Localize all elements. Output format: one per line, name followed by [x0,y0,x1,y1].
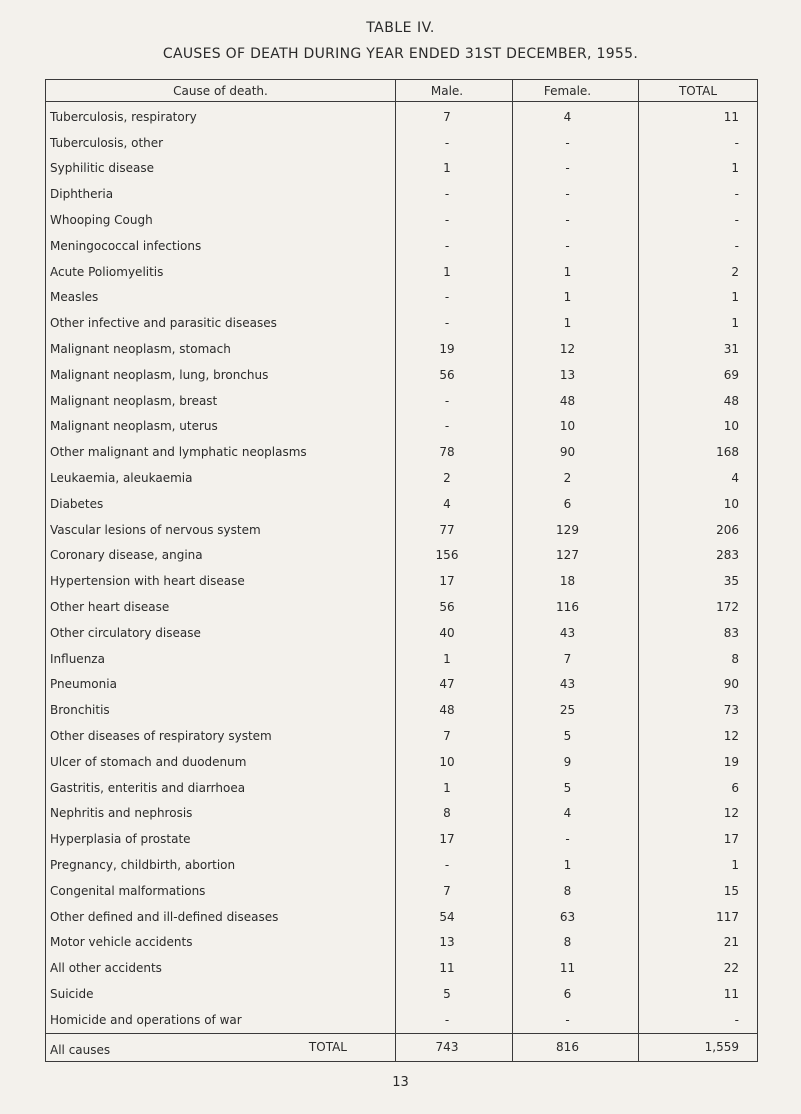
female-cell: 1 [513,285,639,311]
male-cell: 17 [396,826,513,852]
table-row [46,646,758,672]
cause-cell: Gastritis, enteritis and diarrhoea [46,775,396,801]
total-cell: 4 [639,465,758,491]
male-cell: 17 [396,568,513,594]
female-cell: - [513,130,639,156]
table-row [46,156,758,182]
female-cell: 9 [513,749,639,775]
male-cell: 1 [396,259,513,285]
male-cell: 47 [396,672,513,698]
total-cell: - [639,233,758,259]
table-row [46,801,758,827]
female-cell: 63 [513,904,639,930]
total-cell: 10 [639,414,758,440]
page-number: 13 [392,1075,409,1090]
header-cause: Cause of death. [46,80,396,102]
female-cell: 6 [513,491,639,517]
total-cell: 8 [639,646,758,672]
male-cell: 156 [396,543,513,569]
cause-cell: Hypertension with heart disease [46,568,396,594]
cause-cell: Nephritis and nephrosis [46,801,396,827]
female-cell: 43 [513,620,639,646]
cause-cell: Bronchitis [46,697,396,723]
total-cell: 10 [639,491,758,517]
header-row [46,80,758,102]
total-cell: 69 [639,362,758,388]
total-cell: 17 [639,826,758,852]
male-cell: - [396,130,513,156]
male-cell: 40 [396,620,513,646]
table-subtitle: CAUSES OF DEATH DURING YEAR ENDED 31ST DECEMBER, 1955. [162,46,639,62]
totals-row [46,1033,758,1061]
total-label: TOTAL [308,1039,347,1054]
male-cell: - [396,1007,513,1033]
total-cell: 2 [639,259,758,285]
male-cell: 1 [396,156,513,182]
female-cell: 48 [513,388,639,414]
female-cell: 8 [513,930,639,956]
male-cell: 2 [396,465,513,491]
total-cell: 168 [639,439,758,465]
female-cell: - [513,826,639,852]
total-cell: 1 [639,310,758,336]
cause-cell: Motor vehicle accidents [46,930,396,956]
total-cell: - [639,1007,758,1033]
total-cell: 35 [639,568,758,594]
causes-of-death-table [45,79,758,1062]
cause-cell: Coronary disease, angina [46,543,396,569]
header-female: Female. [513,80,639,102]
table-row [46,826,758,852]
table-row [46,207,758,233]
total-cell: 117 [639,904,758,930]
male-cell: - [396,207,513,233]
cause-cell: Other infective and parasitic diseases [46,310,396,336]
header-male: Male. [396,80,513,102]
cause-cell: Malignant neoplasm, uterus [46,414,396,440]
total-cell: 73 [639,697,758,723]
cause-cell: Diphtheria [46,181,396,207]
table-row [46,388,758,414]
cause-cell: Other malignant and lymphatic neoplasms [46,439,396,465]
female-cell: 116 [513,594,639,620]
female-cell: 7 [513,646,639,672]
female-cell: 6 [513,981,639,1007]
total-cell: 22 [639,955,758,981]
total-cell: 12 [639,723,758,749]
total-cell: 15 [639,878,758,904]
total-cell: 1 [639,156,758,182]
male-cell: 7 [396,723,513,749]
total-cell: 48 [639,388,758,414]
table-row [46,594,758,620]
total-cell: 1 [639,285,758,311]
table-row [46,1007,758,1033]
cause-cell: Pneumonia [46,672,396,698]
cause-cell: Leukaemia, aleukaemia [46,465,396,491]
total-all: 1,559 [639,1033,758,1061]
table-row [46,543,758,569]
male-cell: 77 [396,517,513,543]
male-cell: - [396,852,513,878]
female-cell: 1 [513,259,639,285]
total-cell: 172 [639,594,758,620]
male-cell: 1 [396,775,513,801]
total-female: 816 [513,1033,639,1061]
table-row [46,491,758,517]
table-row [46,697,758,723]
female-cell: 10 [513,414,639,440]
table-title: TABLE IV. [366,20,435,36]
cause-cell: Measles [46,285,396,311]
female-cell: - [513,207,639,233]
total-cell: 283 [639,543,758,569]
cause-cell: Acute Poliomyelitis [46,259,396,285]
table-row [46,362,758,388]
table-row [46,465,758,491]
total-cell: - [639,181,758,207]
male-cell: 11 [396,955,513,981]
table-row [46,749,758,775]
total-cell: 1 [639,852,758,878]
female-cell: 127 [513,543,639,569]
table-row [46,723,758,749]
table-row [46,568,758,594]
table-row [46,981,758,1007]
table-row [46,904,758,930]
cause-cell: Suicide [46,981,396,1007]
header-total: TOTAL [639,80,758,102]
total-cell: 90 [639,672,758,698]
male-cell: - [396,310,513,336]
table-row [46,517,758,543]
male-cell: 10 [396,749,513,775]
male-cell: 7 [396,102,513,130]
total-cell: 206 [639,517,758,543]
female-cell: 5 [513,723,639,749]
cause-cell: Congenital malformations [46,878,396,904]
cause-cell: Malignant neoplasm, stomach [46,336,396,362]
table-row [46,130,758,156]
table-row [46,181,758,207]
table-row [46,775,758,801]
table-row [46,233,758,259]
total-cell: - [639,130,758,156]
male-cell: 56 [396,362,513,388]
cause-cell: Other diseases of respiratory system [46,723,396,749]
male-cell: 5 [396,981,513,1007]
female-cell: 8 [513,878,639,904]
female-cell: 1 [513,310,639,336]
female-cell: 4 [513,801,639,827]
female-cell: 1 [513,852,639,878]
male-cell: 48 [396,697,513,723]
table-row [46,620,758,646]
total-cell: 19 [639,749,758,775]
female-cell: 13 [513,362,639,388]
male-cell: - [396,181,513,207]
female-cell: 18 [513,568,639,594]
all-causes-label: All causes [50,1042,111,1057]
total-cell: 83 [639,620,758,646]
table-row [46,102,758,130]
female-cell: 25 [513,697,639,723]
cause-cell: Vascular lesions of nervous system [46,517,396,543]
female-cell: - [513,181,639,207]
table-row [46,310,758,336]
cause-cell: Hyperplasia of prostate [46,826,396,852]
cause-cell: Tuberculosis, other [46,130,396,156]
table-row [46,852,758,878]
table-row [46,930,758,956]
cause-cell: Other defined and ill-defined diseases [46,904,396,930]
total-cell: 6 [639,775,758,801]
female-cell: - [513,233,639,259]
female-cell: - [513,1007,639,1033]
male-cell: 7 [396,878,513,904]
cause-cell: Meningococcal infections [46,233,396,259]
female-cell: - [513,156,639,182]
male-cell: 56 [396,594,513,620]
male-cell: - [396,233,513,259]
male-cell: - [396,285,513,311]
total-cell: 21 [639,930,758,956]
cause-cell: Other circulatory disease [46,620,396,646]
female-cell: 5 [513,775,639,801]
cause-cell: Malignant neoplasm, breast [46,388,396,414]
cause-cell: Diabetes [46,491,396,517]
table-row [46,439,758,465]
cause-cell: Tuberculosis, respiratory [46,102,396,130]
table-row [46,414,758,440]
total-cell: 31 [639,336,758,362]
cause-cell: All other accidents [46,955,396,981]
male-cell: 13 [396,930,513,956]
female-cell: 129 [513,517,639,543]
cause-cell: Other heart disease [46,594,396,620]
total-cell: 12 [639,801,758,827]
total-cell: 11 [639,102,758,130]
table-row [46,259,758,285]
total-cell: - [639,207,758,233]
cause-cell: Homicide and operations of war [46,1007,396,1033]
female-cell: 4 [513,102,639,130]
totals-label-cell [46,1033,396,1061]
total-cell: 11 [639,981,758,1007]
male-cell: - [396,388,513,414]
female-cell: 90 [513,439,639,465]
total-male: 743 [396,1033,513,1061]
cause-cell: Whooping Cough [46,207,396,233]
table-row [46,336,758,362]
male-cell: 1 [396,646,513,672]
male-cell: 54 [396,904,513,930]
cause-cell: Ulcer of stomach and duodenum [46,749,396,775]
male-cell: 78 [396,439,513,465]
male-cell: - [396,414,513,440]
table-row [46,878,758,904]
cause-cell: Malignant neoplasm, lung, bronchus [46,362,396,388]
female-cell: 11 [513,955,639,981]
cause-cell: Pregnancy, childbirth, abortion [46,852,396,878]
female-cell: 12 [513,336,639,362]
table-row [46,955,758,981]
male-cell: 4 [396,491,513,517]
cause-cell: Syphilitic disease [46,156,396,182]
cause-cell: Influenza [46,646,396,672]
table-row [46,285,758,311]
female-cell: 2 [513,465,639,491]
table-row [46,672,758,698]
female-cell: 43 [513,672,639,698]
male-cell: 8 [396,801,513,827]
male-cell: 19 [396,336,513,362]
